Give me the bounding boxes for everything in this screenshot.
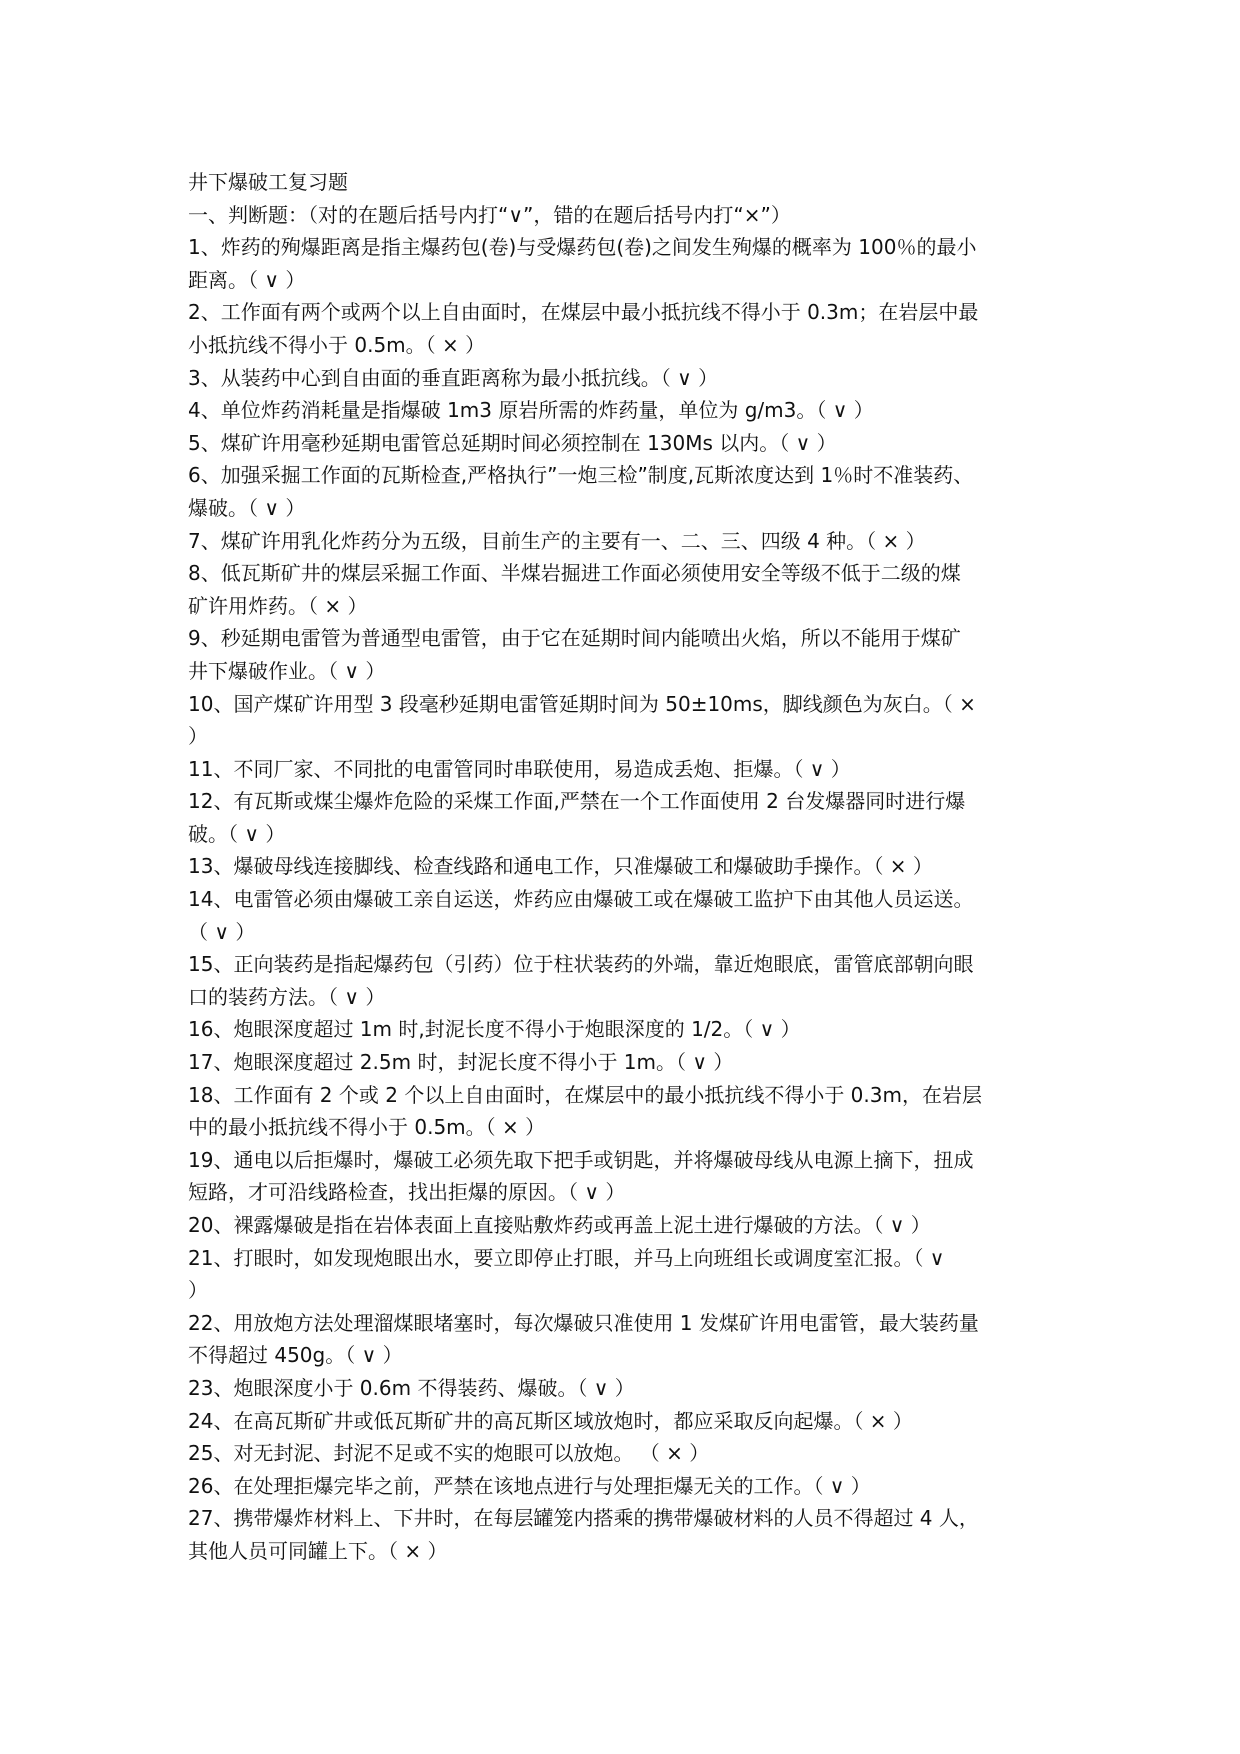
question-line: 15、正向装药是指起爆药包（引药）位于柱状装药的外端，靠近炮眼底，雷管底部朝向眼	[188, 952, 974, 977]
question-line: 矿许用炸药。（ × ）	[188, 593, 368, 618]
question-line: 距离。（ ∨ ）	[188, 267, 306, 292]
question-line: ）	[188, 1278, 208, 1303]
question-line: 短路，才可沿线路检查，找出拒爆的原因。（ ∨ ）	[188, 1180, 626, 1205]
question-line: 26、在处理拒爆完毕之前，严禁在该地点进行与处理拒爆无关的工作。（ ∨ ）	[188, 1473, 871, 1498]
question-line: ）	[188, 724, 208, 749]
question-line: 17、炮眼深度超过 2.5m 时，封泥长度不得小于 1m。（ ∨ ）	[188, 1050, 734, 1075]
question-line: 3、从装药中心到自由面的垂直距离称为最小抵抗线。（ ∨ ）	[188, 365, 719, 390]
question-line: 其他人员可同罐上下。（ × ）	[188, 1538, 448, 1563]
question-line: 19、通电以后拒爆时，爆破工必须先取下把手或钥匙，并将爆破母线从电源上摘下，扭成	[188, 1147, 974, 1172]
question-line: 4、单位炸药消耗量是指爆破 1m3 原岩所需的炸药量，单位为 g/m3。（ ∨ ）	[188, 398, 874, 423]
question-line: 12、有瓦斯或煤尘爆炸危险的采煤工作面,严禁在一个工作面使用 2 台发爆器同时进行爆	[188, 789, 966, 814]
section-heading: 一、判断题：（对的在题后括号内打“∨”，错的在题后括号内打“×”）	[188, 202, 791, 227]
question-line: 中的最小抵抗线不得小于 0.5m。（ × ）	[188, 1115, 546, 1140]
question-line: 口的装药方法。（ ∨ ）	[188, 984, 386, 1009]
question-line: 爆破。（ ∨ ）	[188, 495, 306, 520]
question-line: 1、炸药的殉爆距离是指主爆药包(卷)与受爆药包(卷)之间发生殉爆的概率为 100％的最小	[188, 235, 977, 260]
question-line: 23、炮眼深度小于 0.6m 不得装药、爆破。（ ∨ ）	[188, 1375, 635, 1400]
question-line: 16、炮眼深度超过 1m 时,封泥长度不得小于炮眼深度的 1/2。（ ∨ ）	[188, 1017, 801, 1042]
question-line: 24、在高瓦斯矿井或低瓦斯矿井的高瓦斯区域放炮时，都应采取反向起爆。（ × ）	[188, 1408, 913, 1433]
question-line: 破。（ ∨ ）	[188, 821, 286, 846]
question-line: 21、打眼时，如发现炮眼出水，要立即停止打眼，并马上向班组长或调度室汇报。（ ∨	[188, 1245, 945, 1270]
question-line: 11、不同厂家、不同批的电雷管同时串联使用，易造成丢炮、拒爆。（ ∨ ）	[188, 756, 851, 781]
question-line: 22、用放炮方法处理溜煤眼堵塞时，每次爆破只准使用 1 发煤矿许用电雷管，最大装药量	[188, 1310, 979, 1335]
question-line: 小抵抗线不得小于 0.5m。（ × ）	[188, 332, 486, 357]
question-line: 10、国产煤矿许用型 3 段毫秒延期电雷管延期时间为 50±10ms，脚线颜色为灰白。（ ×	[188, 691, 976, 716]
question-line: 5、煤矿许用毫秒延期电雷管总延期时间必须控制在 130Ms 以内。（ ∨ ）	[188, 430, 837, 455]
question-line: 9、秒延期电雷管为普通型电雷管，由于它在延期时间内能喷出火焰，所以不能用于煤矿	[188, 626, 961, 651]
question-line: （ ∨ ）	[188, 919, 256, 944]
question-line: 8、低瓦斯矿井的煤层采掘工作面、半煤岩掘进工作面必须使用安全等级不低于二级的煤	[188, 561, 961, 586]
question-line: 不得超过 450g。（ ∨ ）	[188, 1343, 403, 1368]
document-body	[188, 166, 1088, 1568]
question-line: 13、爆破母线连接脚线、检查线路和通电工作，只准爆破工和爆破助手操作。（ × ）	[188, 854, 933, 879]
question-line: 25、对无封泥、封泥不足或不实的炮眼可以放炮。 （ × ）	[188, 1441, 710, 1466]
question-line: 18、工作面有 2 个或 2 个以上自由面时，在煤层中的最小抵抗线不得小于 0.3m，在岩层	[188, 1082, 982, 1107]
question-line: 14、电雷管必须由爆破工亲自运送，炸药应由爆破工或在爆破工监护下由其他人员运送。	[188, 887, 974, 912]
question-line: 27、携带爆炸材料上、下井时，在每层罐笼内搭乘的携带爆破材料的人员不得超过 4 人，	[188, 1506, 979, 1531]
question-line: 7、煤矿许用乳化炸药分为五级，目前生产的主要有一、二、三、四级 4 种。（ × ）	[188, 528, 926, 553]
question-line: 井下爆破作业。（ ∨ ）	[188, 658, 386, 683]
question-line: 6、加强采掘工作面的瓦斯检查,严格执行”一炮三检”制度,瓦斯浓度达到 1％时不准装药、	[188, 463, 974, 488]
document-title: 井下爆破工复习题	[188, 170, 348, 194]
question-line: 2、工作面有两个或两个以上自由面时，在煤层中最小抵抗线不得小于 0.3m；在岩层中最	[188, 300, 979, 325]
question-line: 20、裸露爆破是指在岩体表面上直接贴敷炸药或再盖上泥土进行爆破的方法。（ ∨ ）	[188, 1213, 931, 1237]
